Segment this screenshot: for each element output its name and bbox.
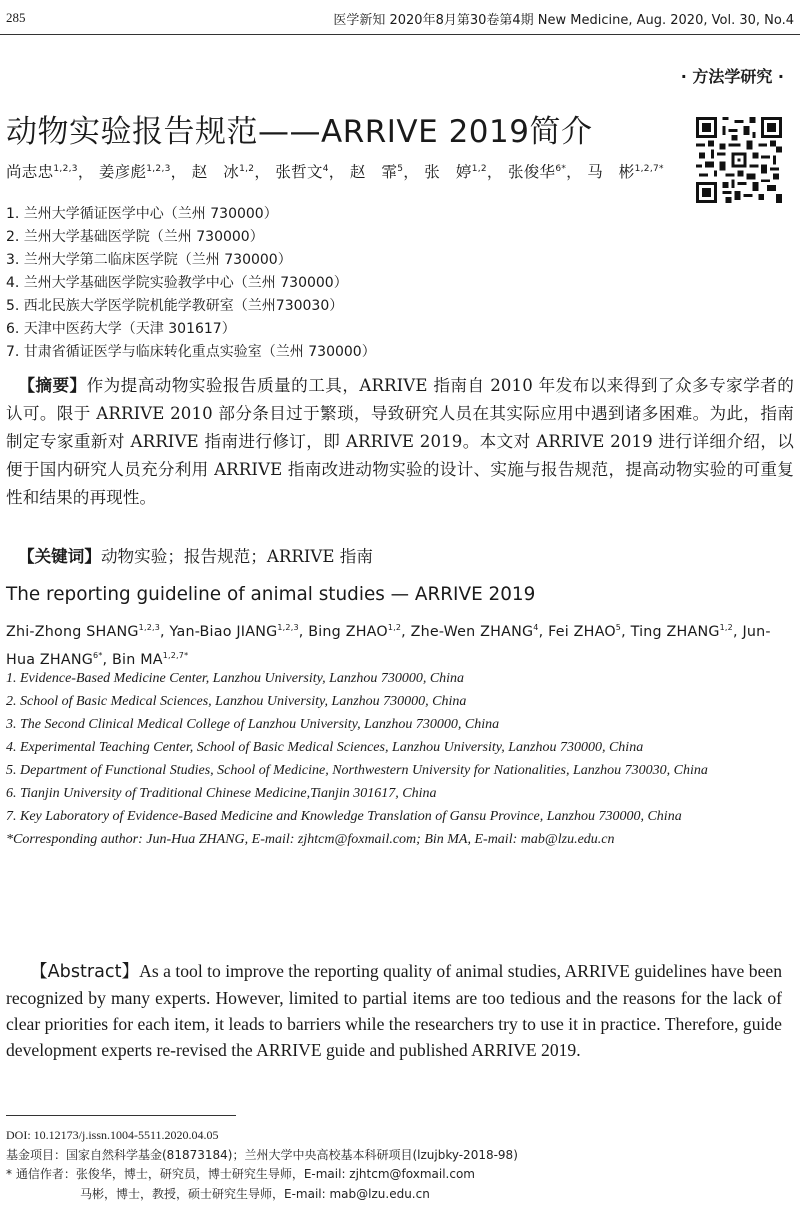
article-title-en: The reporting guideline of animal studies — ARRIVE 2019 — [6, 584, 536, 605]
footnote-divider — [6, 1115, 236, 1116]
author-cn: 赵 冰 — [191, 163, 240, 181]
abstract-cn — [6, 372, 794, 512]
affiliation-cn: 6. 天津中医药大学（天津 301617） — [6, 321, 236, 337]
affiliation-en: 7. Key Laboratory of Evidence-Based Medicine and Knowledge Translation of Gansu Province, Lanzhou 730000, China — [6, 809, 682, 824]
affiliation-en: 6. Tianjin University of Traditional Chinese Medicine,Tianjin 301617, China — [6, 786, 437, 801]
affiliation-cn: 2. 兰州大学基础医学院（兰州 730000） — [6, 229, 264, 245]
affiliation-cn: 4. 兰州大学基础医学院实验教学中心（兰州 730000） — [6, 275, 348, 291]
article-title-cn: 动物实验报告规范——ARRIVE 2019简介 — [6, 114, 593, 150]
author-cn: 赵 霏 — [349, 163, 398, 181]
author-en: Yan-Biao JIANG — [169, 623, 278, 640]
affiliation-en: 5. Department of Functional Studies, School of Medicine, Northwestern University for Nationalities, Lanzhou 730030, China — [6, 763, 708, 778]
author-en: Zhe-Wen ZHANG — [410, 623, 534, 640]
affiliations-en — [6, 667, 788, 851]
author-en: Fei ZHAO — [548, 623, 616, 640]
abstract-en-label: 【Abstract】 — [30, 962, 140, 982]
footnotes — [6, 1126, 786, 1204]
affiliations-cn — [6, 203, 376, 364]
affiliation-en: 2. School of Basic Medical Sciences, Lanzhou University, Lanzhou 730000, China — [6, 694, 467, 709]
journal-header: 医学新知 2020年8月第30卷第4期 New Medicine, Aug. 2020, Vol. 30, No.4 — [333, 13, 794, 28]
page-number: 285 — [6, 10, 26, 25]
author-en: Jun-Hua ZHANG — [6, 623, 771, 668]
author-en: Bin MA — [112, 651, 163, 668]
authors-cn: 尚志忠$^{1,2,3}$， 姜彦彪$^{1,2,3}$， 赵 冰$^{1,2}$， 张哲文$^4$， 赵 霏$^5$， 张 婷$^{1,2}$， 张俊华$^{6*}$， 马 彬$^{1,2,7*}$ — [6, 163, 664, 181]
header-divider — [0, 34, 800, 35]
author-en: Bing ZHAO — [308, 623, 388, 640]
affiliation-en: 4. Experimental Teaching Center, School of Basic Medical Sciences, Lanzhou University, Lanzhou 730000, China — [6, 740, 644, 755]
keywords-cn — [6, 543, 794, 567]
fund-line: 基金项目：国家自然科学基金(81873184)；兰州大学中央高校基本科研项目(lzujbky-2018-98) — [6, 1147, 518, 1162]
affiliation-cn: 1. 兰州大学循证医学中心（兰州 730000） — [6, 206, 278, 222]
author-cn: 姜彦彪 — [98, 163, 147, 181]
author-cn: 张哲文 — [275, 163, 323, 181]
abstract-en — [6, 958, 782, 1063]
corresponding-line: * 通信作者：张俊华，博士，研究员，博士研究生导师，E-mail: zjhtcm@foxmail.com — [6, 1167, 475, 1181]
author-en: Ting ZHANG — [630, 623, 720, 640]
author-cn: 张俊华 — [507, 163, 556, 181]
doi-line: DOI: 10.12173/j.issn.1004-5511.2020.04.05 — [6, 1128, 219, 1142]
author-cn: 尚志忠 — [6, 163, 54, 181]
abstract-cn-text: 作为提高动物实验报告质量的工具，ARRIVE 指南自 2010 年发布以来得到了众多专家学者的认可。限于 ARRIVE 2010 部分条目过于繁琐，导致研究人员在其实际应用中遇到诸多困难。为此，指南制定专家重新对 ARRIVE 指南进行修订，即 ARRIVE 2019。本文对 ARRIVE 2019 进行详细介绍，以便于国内研究人员充分利用 ARRIVE 指南改进动物实验的设计、实施与报告规范，提高动物实验的可重复性和结果的再现性。 — [6, 376, 794, 507]
affiliation-cn: 3. 兰州大学第二临床医学院（兰州 730000） — [6, 252, 292, 268]
authors-en: Zhi-Zhong SHANG$^{1,2,3}$, Yan-Biao JIANG$^{1,2,3}$, Bing ZHAO$^{1,2}$, Zhe-Wen ZHANG$^4$, Fei ZHAO$^5$, Ting ZHANG$^{1,2}$, Jun-Hua $ZHANG^{6*}$, Bin $MA^{1,2,7*}$ — [6, 623, 771, 668]
author-en: Zhi-Zhong SHANG — [6, 623, 139, 640]
abstract-cn-label: 【摘要】 — [18, 376, 87, 395]
author-cn: 马 彬 — [587, 163, 635, 181]
keywords-cn-label: 【关键词】 — [18, 547, 101, 566]
affiliation-en: 3. The Second Clinical Medical College of Lanzhou University, Lanzhou 730000, China — [6, 717, 500, 732]
abstract-en-text: As a tool to improve the reporting quality of animal studies, ARRIVE guidelines have been recognized by many experts. However, limited to partial items are too tedious and the reasons for the lack of clear priorities for each item, it leads to barriers while the researchers try to use it in practice. Therefore, guide development experts re-revised the ARRIVE guide and published ARRIVE 2019. — [6, 961, 782, 1060]
qr-code-icon — [696, 117, 782, 203]
column-label: · 方法学研究 · — [680, 67, 784, 86]
corresponding-line: 马彬，博士，教授，硕士研究生导师，E-mail: mab@lzu.edu.cn — [80, 1186, 430, 1201]
affiliation-cn: 5. 西北民族大学医学院机能学教研室（兰州730030） — [6, 298, 344, 314]
corresponding-author: *Corresponding author: Jun-Hua ZHANG, E-mail: zjhtcm@foxmail.com; Bin MA, E-mail: mab@lzu.edu.cn — [6, 832, 615, 847]
affiliation-en: 1. Evidence-Based Medicine Center, Lanzhou University, Lanzhou 730000, China — [6, 671, 465, 686]
keywords-cn-text: 动物实验；报告规范；ARRIVE 指南 — [100, 547, 373, 566]
author-cn: 张 婷 — [424, 163, 472, 181]
affiliation-cn: 7. 甘肃省循证医学与临床转化重点实验室（兰州 730000） — [6, 344, 376, 360]
